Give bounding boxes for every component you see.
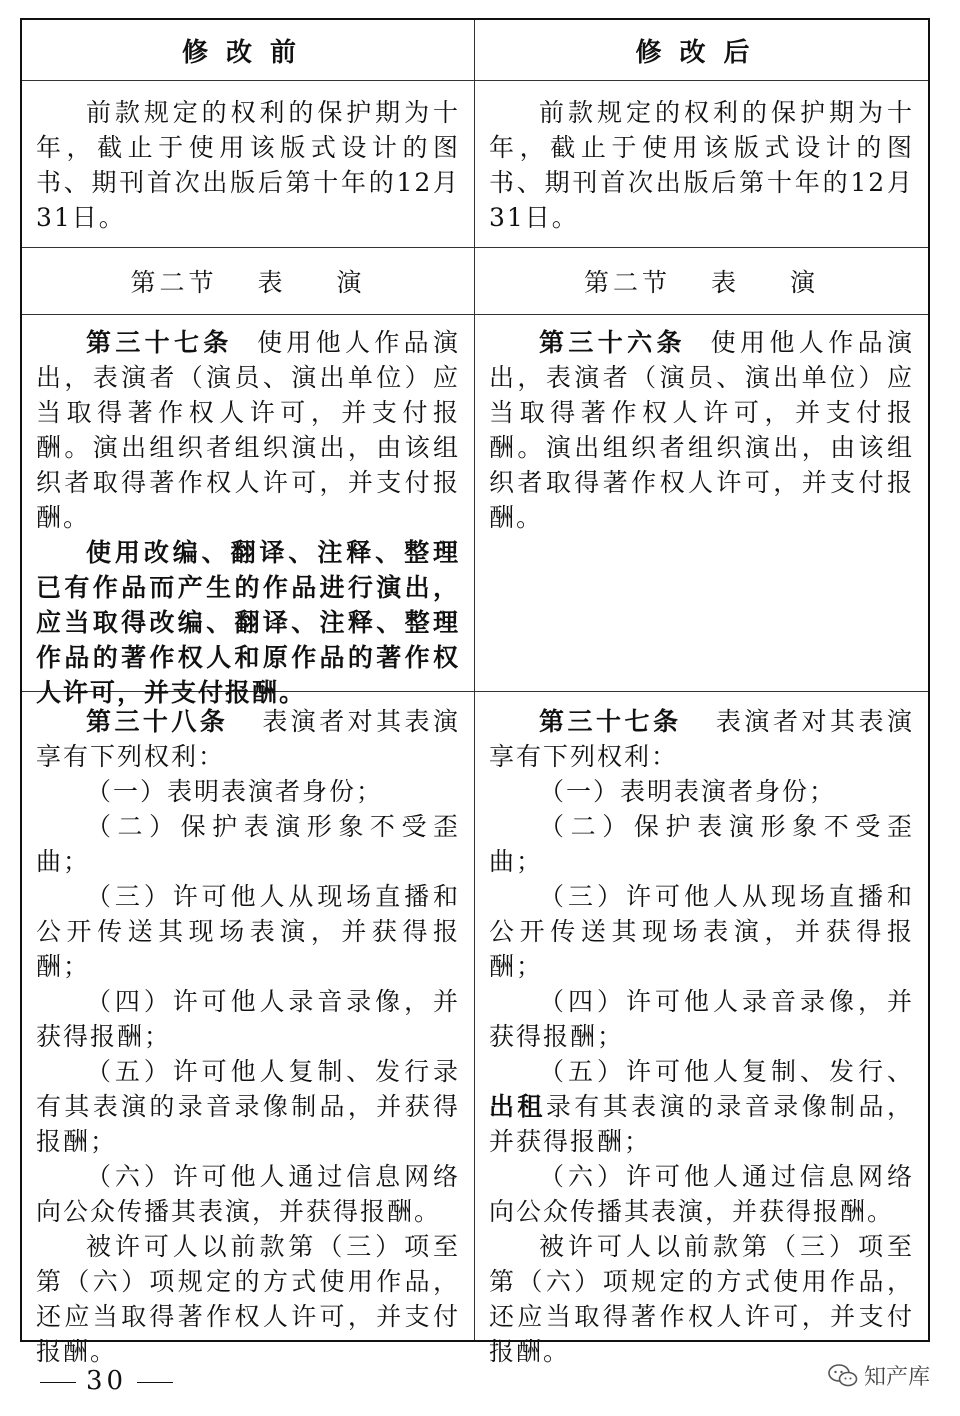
section-heading-after: 第二节 表 演 [583,268,820,297]
table-header-row [22,20,928,81]
list-item: （五）许可他人复制、发行、出租录有其表演的录音录像制品，并获得报酬； [489,1057,914,1156]
list-item: （四）许可他人录音录像，并获得报酬； [36,987,460,1051]
list-item: （三）许可他人从现场直播和公开传送其现场表演，并获得报酬； [489,882,914,981]
header-after: 修改后 [635,37,768,68]
row1-before [22,81,475,247]
article-title: 第三十七条 [86,328,233,357]
list-item: （一）表明表演者身份； [86,777,384,806]
paragraph: 第三十七条 使用他人作品演出，表演者（演员、演出单位）应当取得著作权人许可，并支付报酬。演出组织者组织演出，由该组织者取得著作权人许可，并支付报酬。 [36,328,460,532]
paragraph: 前款规定的权利的保护期为十年，截止于使用该版式设计的图书、期刊首次出版后第十年的12月31日。 [36,98,460,232]
list-item: （四）许可他人录音录像，并获得报酬； [489,987,914,1051]
list-item: （五）许可他人复制、发行录有其表演的录音录像制品，并获得报酬； [36,1057,460,1156]
section-heading-row [22,248,928,315]
article-title: 第三十七条 [539,707,682,736]
section-heading-before: 第二节 表 演 [22,248,475,314]
table-row [22,692,928,1366]
added-paragraph: 使用改编、翻译、注释、整理已有作品而产生的作品进行演出，应当取得改编、翻译、注释、整理作品的著作权人和原作品的著作权人许可，并支付报酬。 [36,538,460,707]
list-item: 被许可人以前款第（三）项至第（六）项规定的方式使用作品，还应当取得著作权人许可，并支付报酬。 [36,1232,460,1366]
list-item: （一）表明表演者身份； [539,777,837,806]
dash-right [137,1382,173,1383]
list-item: （六）许可他人通过信息网络向公众传播其表演，并获得报酬。 [36,1162,460,1226]
watermark-text: 知产库 [863,1365,930,1390]
list-item: （二）保护表演形象不受歪曲； [489,812,914,876]
list-item: （六）许可他人通过信息网络向公众传播其表演，并获得报酬。 [489,1162,914,1226]
article-title: 第三十六条 [539,328,686,357]
list-item: 被许可人以前款第（三）项至第（六）项规定的方式使用作品，还应当取得著作权人许可，并支付报酬。 [489,1232,914,1366]
added-text: 出租 [489,1092,546,1121]
row3-before [22,315,475,707]
table-row [22,315,928,707]
row4-after [475,692,928,1366]
row3-after [475,315,928,691]
paragraph: 前款规定的权利的保护期为十年，截止于使用该版式设计的图书、期刊首次出版后第十年的12月31日。 [489,98,914,232]
paragraph: 第三十六条 使用他人作品演出，表演者（演员、演出单位）应当取得著作权人许可，并支付报酬。演出组织者组织演出，由该组织者取得著作权人许可，并支付报酬。 [489,328,914,532]
dash-left [40,1382,76,1383]
watermark [828,1360,930,1391]
list-item: （二）保护表演形象不受歪曲； [36,812,460,876]
row4-before [22,692,475,1366]
header-before: 修改前 [22,20,475,80]
article-title: 第三十八条 [86,707,229,736]
comparison-table [20,18,930,1366]
paragraph: 第三十八条 表演者对其表演享有下列权利： [36,707,460,771]
list-item: （三）许可他人从现场直播和公开传送其现场表演，并获得报酬； [36,882,460,981]
paragraph: 第三十七条 表演者对其表演享有下列权利： [489,707,914,771]
page-number: 30 [30,1366,183,1396]
wechat-icon [828,1363,858,1389]
row1-after [475,81,928,247]
table-row [22,81,928,248]
